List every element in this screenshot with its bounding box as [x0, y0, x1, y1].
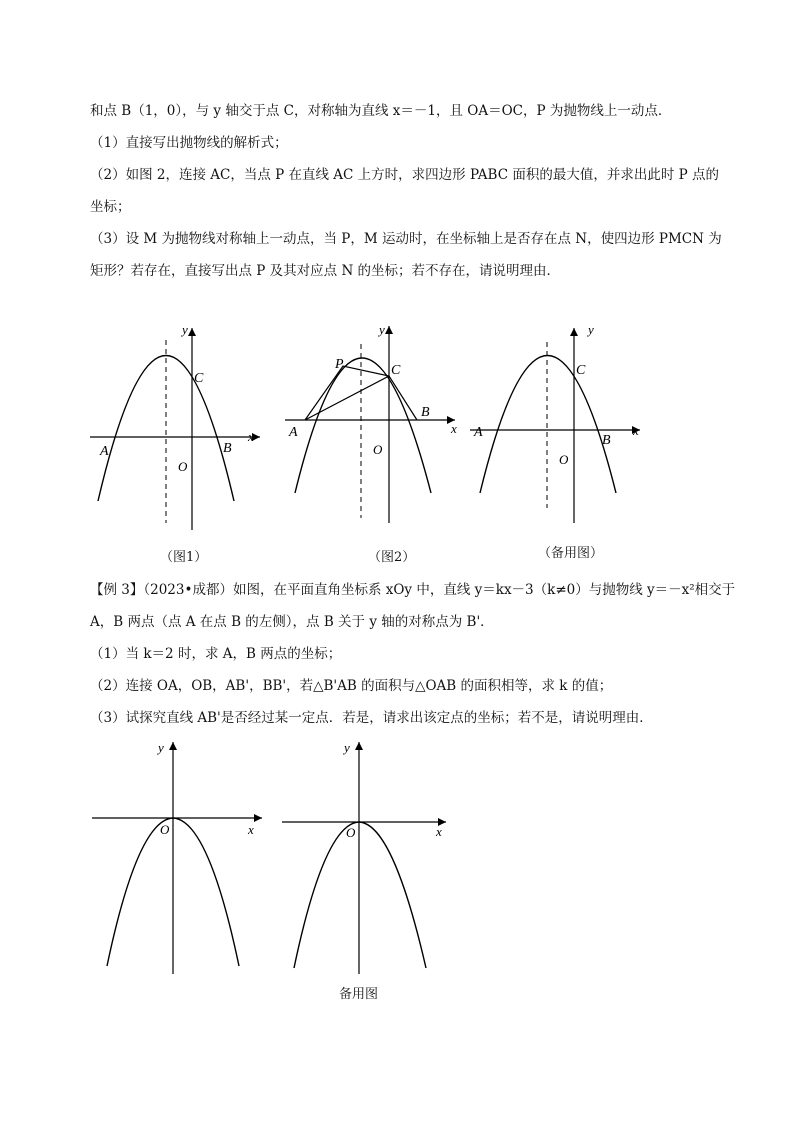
example-3-line: A，B 两点（点 A 在点 B 的左侧），点 B 关于 y 轴的对称点为 B'．: [90, 614, 494, 630]
figure-backup-parabola: [470, 318, 650, 538]
origin-label: O: [559, 452, 569, 467]
example-3-part-1: （1）当 k＝2 时，求 A，B 两点的坐标；: [90, 646, 342, 662]
point-a-label: A: [474, 425, 483, 440]
y-axis-label: y: [588, 322, 594, 337]
point-b-label: B: [602, 433, 611, 448]
x-axis-label: x: [248, 429, 254, 444]
origin-label: O: [373, 442, 383, 457]
point-p-label: P: [335, 357, 344, 372]
example-3-backup-figure: [280, 736, 460, 981]
example-3-backup-caption: 备用图: [339, 987, 379, 1002]
problem-part-3: （3）设 M 为抛物线对称轴上一动点，当 P，M 运动时，在坐标轴上是否存在点 N，使四边形 PMCN 为: [90, 231, 722, 247]
example-3-part-2: （2）连接 OA，OB，AB'，BB'，若△B'AB 的面积与△OAB 的面积相等，求 k 的值；: [90, 678, 613, 694]
figure-2-parabola: [285, 318, 465, 538]
figure-1-parabola: [90, 318, 270, 538]
point-c-label: C: [391, 363, 401, 378]
problem-part-2-cont: 坐标；: [90, 199, 131, 215]
figure-2-caption: （图2）: [368, 550, 416, 565]
problem-text-line: 和点 B（1，0），与 y 轴交于点 C，对称轴为直线 x＝－1，且 OA＝OC，P 为抛物线上一动点．: [90, 103, 672, 119]
point-b-label: B: [421, 405, 430, 420]
point-a-label: A: [289, 425, 298, 440]
problem-part-1: （1）直接写出抛物线的解析式；: [90, 135, 288, 151]
problem-part-2: （2）如图 2，连接 AC，当点 P 在直线 AC 上方时，求四边形 PABC 面积的最大值，并求出此时 P 点的: [90, 167, 720, 183]
point-a-label: A: [100, 444, 109, 459]
origin-label: O: [160, 822, 170, 837]
origin-label: O: [178, 459, 188, 474]
y-axis-label: y: [182, 322, 188, 337]
origin-label: O: [346, 825, 356, 840]
example-3-figure: [90, 736, 270, 981]
x-axis-label: x: [248, 822, 254, 837]
example-3-title: 【例 3】（2023•成都）如图，在平面直角坐标系 xOy 中，直线 y＝kx－3（k≠0）与抛物线 y＝－x²相交于: [90, 582, 736, 598]
example-3-part-3: （3）试探究直线 AB'是否经过某一定点．若是，请求出该定点的坐标；若不是，请说明理由．: [90, 710, 653, 726]
point-c-label: C: [576, 363, 586, 378]
x-axis-label: x: [436, 824, 442, 839]
point-b-label: B: [223, 441, 232, 456]
y-axis-label: y: [344, 740, 350, 755]
y-axis-label: y: [158, 740, 164, 755]
x-axis-label: x: [451, 421, 457, 436]
y-axis-label: y: [379, 322, 385, 337]
point-c-label: C: [194, 371, 204, 386]
problem-part-3-cont: 矩形？若存在，直接写出点 P 及其对应点 N 的坐标；若不存在，请说明理由．: [90, 263, 561, 279]
x-axis-label: x: [633, 423, 639, 438]
figure-backup-caption: （备用图）: [538, 546, 604, 561]
figure-1-caption: （图1）: [160, 550, 208, 565]
